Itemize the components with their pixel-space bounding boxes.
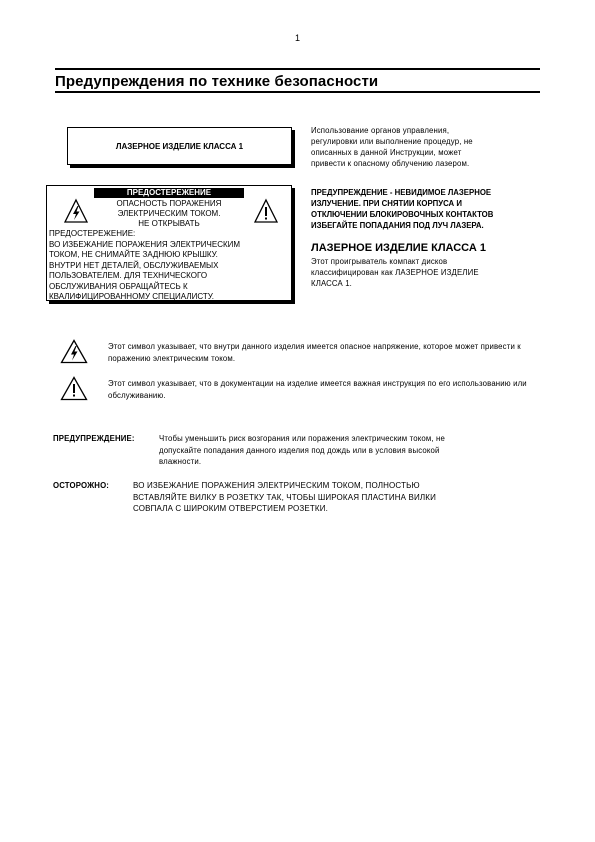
class1-paragraph: [311, 256, 539, 289]
exclamation-triangle-icon: [253, 198, 279, 224]
lightning-triangle-icon: [60, 339, 88, 364]
caution-body-line: ПРЕДОСТЕРЕЖЕНИЕ:: [49, 229, 136, 238]
heading-rule-bottom: [55, 91, 540, 93]
notice-line: влажности.: [159, 457, 202, 466]
caution-label-box: [46, 185, 292, 301]
paragraph-line: классифицирован как ЛАЗЕРНОЕ ИЗДЕЛИЕ: [311, 268, 479, 277]
paragraph-line: ПРЕДУПРЕЖДЕНИЕ - НЕВИДИМОЕ ЛАЗЕРНОЕ: [311, 188, 492, 197]
page-title: Предупреждения по технике безопасности: [55, 73, 379, 90]
paragraph-line: Этот проигрыватель компакт дисков: [311, 257, 448, 266]
caution-body-line: ТОКОМ, НЕ СНИМАЙТЕ ЗАДНЮЮ КРЫШКУ.: [49, 250, 218, 259]
notice-line: допускайте попадания данного изделия под дождь или в условия высокой: [159, 445, 440, 455]
symbol-description: Этот символ указывает, что в документации на изделие имеется важная инструкция по его использованию или обслуживанию.: [108, 379, 527, 400]
caution-body-line: ВНУТРИ НЕТ ДЕТАЛЕЙ, ОБСЛУЖИВАЕМЫХ: [49, 260, 219, 270]
caution-body-text: [49, 229, 240, 303]
paragraph-line: привести к опасному облучению лазером.: [311, 159, 470, 168]
page-number: 1: [294, 33, 300, 43]
invisible-laser-warning: [311, 187, 539, 231]
caution-label: ОСТОРОЖНО:: [53, 481, 110, 490]
caution-subtitle-line: НЕ ОТКРЫВАТЬ: [138, 219, 200, 228]
paragraph-line: ИЗБЕГАЙТЕ ПОПАДАНИЯ ПОД ЛУЧ ЛАЗЕРА.: [311, 221, 484, 230]
laser-intro-paragraph: [311, 125, 539, 169]
caution-body-line: ВО ИЗБЕЖАНИЕ ПОРАЖЕНИЯ ЭЛЕКТРИЧЕСКИМ: [49, 239, 241, 249]
caution-text: [133, 480, 543, 515]
caution-body-line: ОБСЛУЖИВАНИЯ ОБРАЩАЙТЕСЬ К: [49, 281, 188, 291]
warning-text: [159, 433, 539, 468]
laser-class-label: [67, 127, 292, 165]
caution-subtitle: [94, 199, 244, 229]
exclamation-triangle-icon: [60, 376, 88, 401]
caution-header: ПРЕДОСТЕРЕЖЕНИЕ: [94, 188, 244, 198]
paragraph-line: Использование органов управления,: [311, 126, 450, 135]
notice-line: СОВПАЛА С ШИРОКИМ ОТВЕРСТИЕМ РОЗЕТКИ.: [133, 504, 329, 513]
caution-subtitle-line: ОПАСНОСТЬ ПОРАЖЕНИЯ: [116, 199, 222, 208]
class1-title: ЛАЗЕРНОЕ ИЗДЕЛИЕ КЛАССА 1: [311, 242, 486, 254]
laser-class-label-text: ЛАЗЕРНОЕ ИЗДЕЛИЕ КЛАССА 1: [115, 141, 244, 151]
notice-line: ВСТАВЛЯЙТЕ ВИЛКУ В РОЗЕТКУ ТАК, ЧТОБЫ ШИРОКАЯ ПЛАСТИНА ВИЛКИ: [133, 492, 436, 502]
notice-line: ВО ИЗБЕЖАНИЕ ПОРАЖЕНИЯ ЭЛЕКТРИЧЕСКИМ ТОКОМ, ПОЛНОСТЬЮ: [133, 481, 420, 490]
paragraph-line: описанных в данной Инструкции, может: [311, 148, 462, 157]
caution-subtitle-line: ЭЛЕКТРИЧЕСКИМ ТОКОМ.: [117, 209, 221, 218]
warning-label: ПРЕДУПРЕЖДЕНИЕ:: [53, 434, 135, 443]
paragraph-line: КЛАССА 1.: [311, 279, 352, 288]
heading-rule-top: [55, 68, 540, 70]
symbol-description: Этот символ указывает, что внутри данного изделия имеется опасное напряжение, которое может привести к поражению электрическим током.: [108, 342, 521, 363]
caution-body-line: ПОЛЬЗОВАТЕЛЕМ. ДЛЯ ТЕХНИЧЕСКОГО: [49, 271, 208, 280]
paragraph-line: регулировки или выполнение процедур, не: [311, 137, 473, 146]
lightning-triangle-icon: [63, 198, 89, 224]
notice-line: Чтобы уменьшить риск возгорания или поражения электрическим током, не: [159, 434, 445, 443]
caution-body-line: КВАЛИФИЦИРОВАННОМУ СПЕЦИАЛИСТУ.: [49, 292, 214, 301]
paragraph-line: ОТКЛЮЧЕНИИ БЛОКИРОВОЧНЫХ КОНТАКТОВ: [311, 210, 494, 219]
paragraph-line: ИЗЛУЧЕНИЕ. ПРИ СНЯТИИ КОРПУСА И: [311, 199, 462, 208]
